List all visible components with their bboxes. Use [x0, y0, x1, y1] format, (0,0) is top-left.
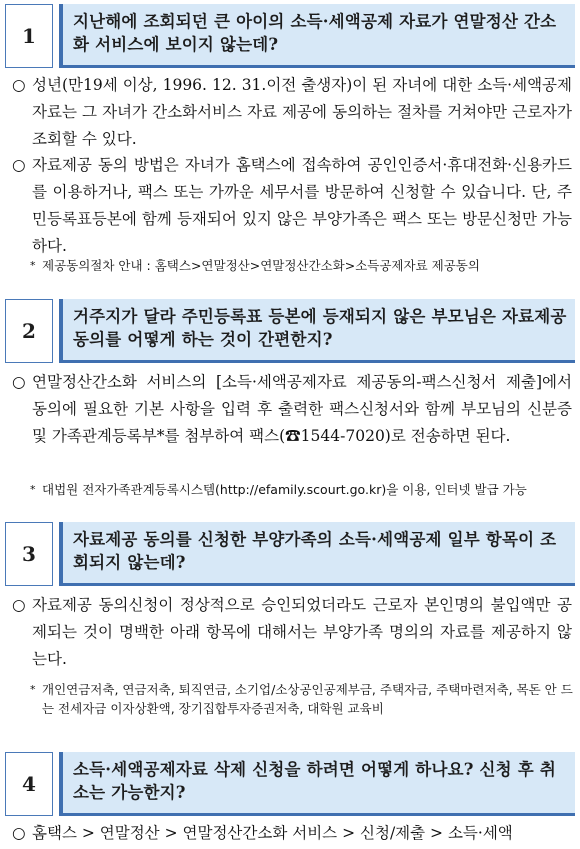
answer-item	[12, 72, 572, 153]
asterisk-icon: *	[30, 683, 36, 696]
answer-text: 홈택스 > 연말정산 > 연말정산간소화 서비스 > 신청/제출 > 소득·세액	[32, 824, 513, 842]
question-text: 자료제공 동의를 신청한 부양가족의 소득·세액공제 일부 항목이 조회되지 않는데?	[59, 522, 575, 586]
circle-bullet-icon: ○	[12, 76, 26, 94]
answer-item	[12, 592, 572, 673]
question-number: 3	[5, 522, 53, 586]
asterisk-icon: *	[30, 483, 36, 496]
answer-text: 성년(만19세 이상, 1996. 12. 31.이전 출생자)이 된 자녀에 대한 소득·세액공제 자료는 그 자녀가 간소화서비스 자료 제공에 동의하는 절차를 거쳐야만 근로자가 조회할 수 있다.	[32, 76, 572, 148]
footnote-text: 개인연금저축, 연금저축, 퇴직연금, 소기업/소상공인공제부금, 주택자금, 주택마련저축, 목돈 안 드는 전세자금 이자상환액, 장기집합투자증권저축, 대학원 교육비	[42, 682, 573, 716]
question-block-3	[5, 522, 575, 586]
circle-bullet-icon: ○	[12, 596, 26, 614]
answer-text: 자료제공 동의 방법은 자녀가 홈택스에 접속하여 공인인증서·휴대전화·신용카드를 이용하거나, 팩스 또는 가까운 세무서를 방문하여 신청할 수 있습니다. 단, 주민등록표등본에 함께 등재되어 있지 않은 부양가족은 팩스 또는 방문신청만 가능하다.	[32, 156, 572, 255]
footnote	[30, 256, 575, 275]
asterisk-icon: *	[30, 259, 36, 272]
circle-bullet-icon: ○	[12, 156, 26, 174]
footnote	[30, 680, 575, 718]
footnote	[30, 480, 575, 499]
footnote-text: 대법원 전자가족관계등록시스템(http://efamily.scourt.go.kr)을 이용, 인터넷 발급 가능	[42, 482, 527, 497]
question-number: 2	[5, 299, 53, 363]
question-block-4	[5, 752, 575, 816]
question-block-1	[5, 4, 575, 68]
question-text: 지난해에 조회되던 큰 아이의 소득·세액공제 자료가 연말정산 간소화 서비스에 보이지 않는데?	[59, 4, 575, 68]
answer-text: 자료제공 동의신청이 정상적으로 승인되었더라도 근로자 본인명의 불입액만 공제되는 것이 명백한 아래 항목에 대해서는 부양가족 명의의 자료를 제공하지 않는다.	[32, 596, 572, 668]
question-text: 거주지가 달라 주민등록표 등본에 등재되지 않은 부모님은 자료제공 동의를 어떻게 하는 것이 간편한지?	[59, 299, 575, 363]
answer-item	[12, 820, 572, 847]
question-number: 1	[5, 4, 53, 68]
question-block-2	[5, 299, 575, 363]
footnote-text: 제공동의절차 안내 : 홈택스>연말정산>연말정산간소화>소득공제자료 제공동의	[42, 258, 480, 273]
answer-item	[12, 369, 572, 450]
question-text: 소득·세액공제자료 삭제 신청을 하려면 어떻게 하나요? 신청 후 취소는 가능한지?	[59, 752, 575, 816]
answer-text: 연말정산간소화 서비스의 [소득·세액공제자료 제공동의-팩스신청서 제출]에서 동의에 필요한 기본 사항을 입력 후 출력한 팩스신청서와 함께 부모님의 신분증 및 가족관계등록부*를 첨부하여 팩스(☎1544-7020)로 전송하면 된다.	[32, 373, 572, 445]
answer-item	[12, 152, 572, 260]
question-number: 4	[5, 752, 53, 816]
circle-bullet-icon: ○	[12, 824, 26, 842]
circle-bullet-icon: ○	[12, 373, 26, 391]
